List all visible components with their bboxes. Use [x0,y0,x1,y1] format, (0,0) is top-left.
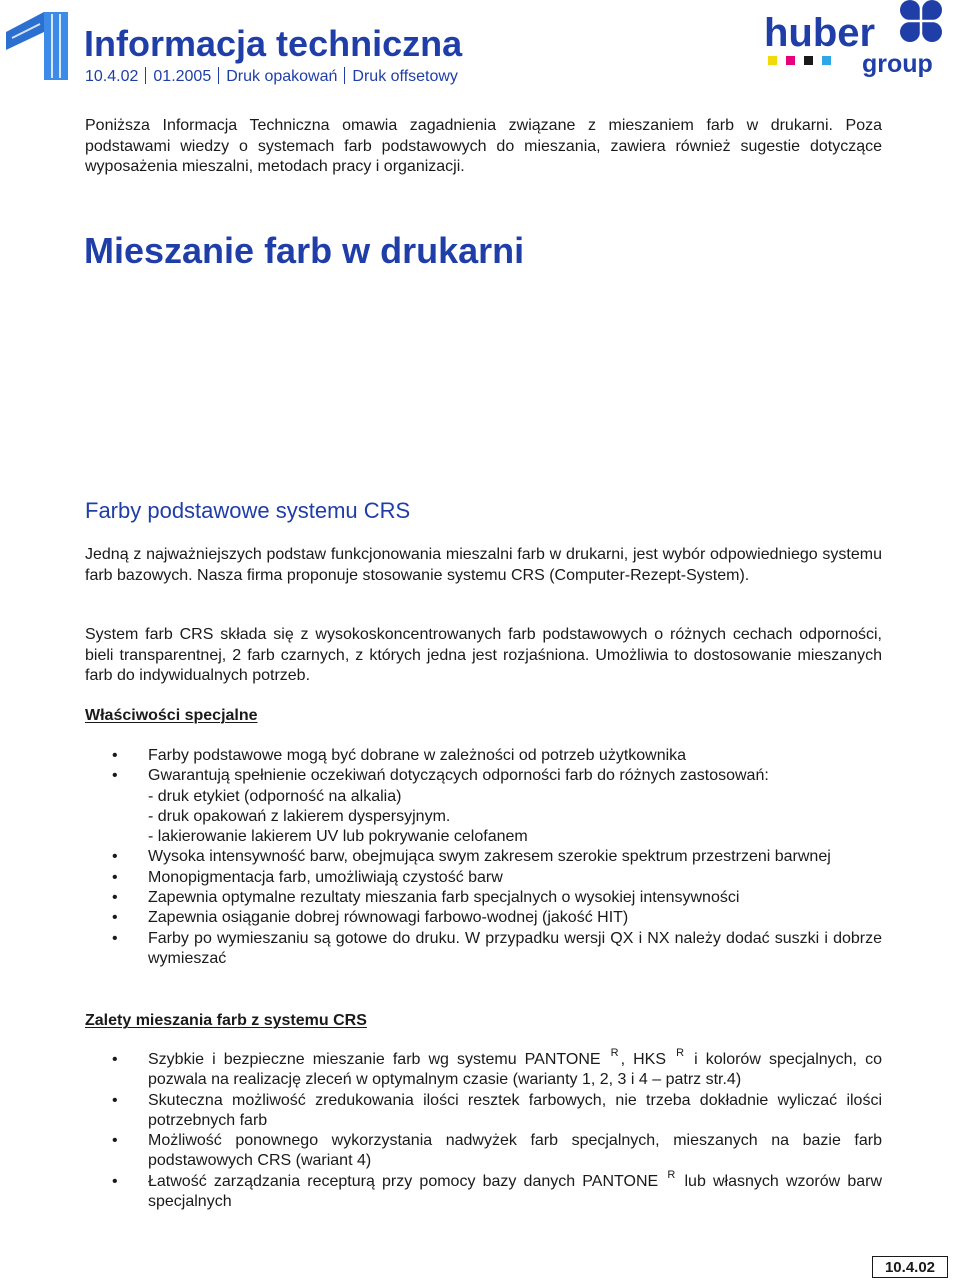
document-meta [85,67,458,87]
list-item [0,1168,960,1213]
bullet-icon: • [112,848,118,866]
sub-item: - druk opakowań z lakierem dyspersyjnym. [148,807,451,825]
document-category-packaging: Druk opakowań [226,68,338,85]
list-item-text: Zapewnia osiąganie dobrej równowagi farbowo-wodnej (jakość HIT) [148,909,629,927]
main-title: Mieszanie farb w drukarni [84,230,525,271]
bullet-icon: • [112,889,118,907]
list-item [0,908,960,928]
list-item-text: Skuteczna możliwość zredukowania ilości resztek farbowych, nie trzeba dokładnie wyliczać ilości potrzebnych farb [148,1091,882,1129]
advantages-heading-text: Zalety mieszania farb z systemu CRS [85,1012,367,1029]
list-item [0,888,960,908]
bullet-icon: • [112,909,118,927]
document-title: Informacja techniczna [84,23,463,64]
sub-item: - druk etykiet (odporność na alkalia) [148,787,402,805]
bullet-icon: • [112,929,118,947]
paragraph-crs-intro: Jedną z najważniejszych podstaw funkcjonowania mieszalni farb w drukarni, jest wybór odpowiedniego systemu farb bazowych. Nasza firma proponuje stosowanie systemu CRS (Computer-Rezept-System). [85,546,882,584]
properties-heading [85,706,258,726]
registered-mark: R [667,1168,676,1181]
list-item [0,847,960,867]
sub-item: - lakierowanie lakierem UV lub pokrywanie celofanem [148,828,528,846]
list-item [0,929,960,970]
list-item-text: Gwarantują spełnienie oczekiwań dotyczących odporności farb do różnych zastosowań: [148,767,769,785]
document-date: 01.2005 [153,68,212,85]
bullet-icon: • [112,868,118,886]
bullet-icon: • [112,1172,118,1190]
list-item-text: , HKS [620,1051,666,1068]
bullet-icon: • [112,1051,118,1068]
document-code: 10.4.02 [85,68,139,85]
list-item-text: i kolorów specjalnych, co pozwala na realizację zleceń w optymalnym czasie (warianty 1, 2, 3 i 4 – patrz str.4) [148,1051,882,1089]
list-item-text: lub własnych wzorów barw specjalnych [148,1172,883,1211]
registered-mark: R [676,1047,685,1059]
intro-paragraph: Poniższa Informacja Techniczna omawia zagadnienia związane z mieszaniem farb w drukarni. Poza podstawami wiedzy o systemach farb podstawowych do mieszania, zawiera również sugestie dotyczące wyposażenia mieszalni, metodach pracy i organizacji. [85,117,882,175]
list-item-text: Zapewnia optymalne rezultaty mieszania farb specjalnych o wysokiej intensywności [148,889,740,907]
list-item-text: Farby po wymieszaniu są gotowe do druku. W przypadku wersji QX i NX należy dodać suszki i dobrze wymieszać [148,929,882,967]
logo-sub: group [862,50,933,78]
list-item-text: Możliwość ponownego wykorzystania nadwyżek farb specjalnych, mieszanych na bazie farb podstawowych CRS (wariant 4) [148,1132,882,1170]
list-item-text: Łatwość zarządzania recepturą przy pomocy bazy danych PANTONE [148,1172,659,1190]
list-item [0,746,960,766]
list-item [0,868,960,888]
document-category-offset: Druk offsetowy [352,68,458,85]
logo-word: huber [764,11,876,55]
list-item-text: Szybkie i bezpieczne mieszanie farb wg systemu PANTONE [148,1051,601,1068]
footer-document-code: 10.4.02 [872,1256,948,1278]
section-number-graphic [6,12,72,80]
list-item [0,1091,960,1132]
list-item [0,1047,960,1091]
list-item-text: Farby podstawowe mogą być dobrane w zależności od potrzeb użytkownika [148,747,687,764]
bullet-icon: • [112,747,118,764]
list-item [0,1131,960,1172]
advantages-heading [85,1011,367,1031]
properties-heading-text: Właściwości specjalne [85,707,258,724]
registered-mark: R [610,1047,619,1059]
bullet-icon: • [112,767,118,785]
list-item-text: Monopigmentacja farb, umożliwiają czystość barw [148,868,503,886]
properties-list [0,746,960,969]
bullet-icon: • [112,1132,118,1150]
list-item [0,766,960,847]
paragraph-crs-system: System farb CRS składa się z wysokoskoncentrowanych farb podstawowych o różnych cechach odporności, bieli transparentnej, 2 farb czarnych, z których jedna jest rozjaśniona. Umożliwia to dostosowanie mieszanych farb do indywidualnych potrzeb. [85,626,882,684]
bullet-icon: • [112,1091,118,1109]
advantages-list [0,1047,960,1212]
huber-group-logo [758,0,958,82]
list-item-text: Wysoka intensywność barw, obejmująca swym zakresem szerokie spektrum przestrzeni barwnej [148,848,831,866]
section-heading-crs: Farby podstawowe systemu CRS [85,498,411,523]
